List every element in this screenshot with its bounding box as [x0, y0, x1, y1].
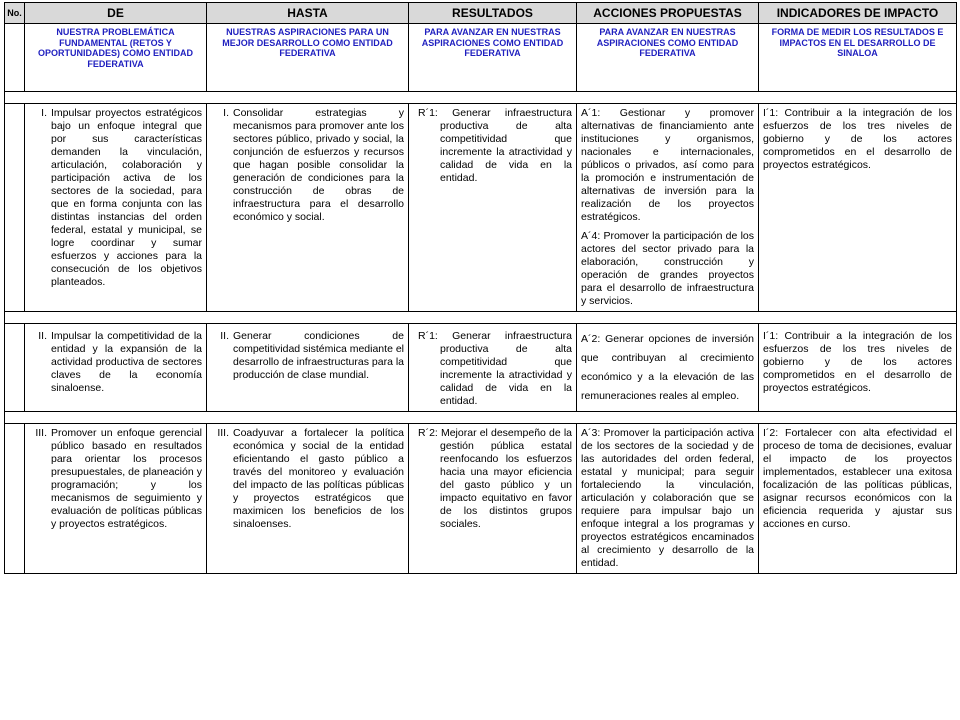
header-row — [5, 3, 957, 24]
header-acciones: ACCIONES PROPUESTAS — [577, 3, 759, 24]
hasta-cell — [207, 104, 409, 312]
hasta-number: II. — [220, 330, 229, 342]
resultado-text: R´1: Generar infraestructura productiva de alta competitividad que incremente la atractividad y calidad de vida en la entidad. — [418, 107, 572, 184]
de-number: II. — [38, 330, 47, 342]
indicador-text: I´1: Contribuir a la integración de los esfuerzos de los tres niveles de gobierno y de los actores comprometidos en el desarrollo de proyectos estratégicos. — [763, 330, 952, 394]
table-row — [5, 324, 957, 412]
de-cell — [25, 324, 207, 412]
resultado-text: R´1: Generar infraestructura productiva de alta competitividad que incremente la atractividad y calidad de vida en la entidad. — [418, 330, 572, 407]
resultado-cell — [409, 324, 577, 412]
hasta-text: Generar condiciones de competitividad sistémica mediante el desarrollo de infraestructuras para la producción de clase mundial. — [233, 330, 405, 381]
subheader-resultados: PARA AVANZAR EN NUESTRAS ASPIRACIONES COMO ENTIDAD FEDERATIVA — [409, 24, 577, 92]
header-no: No. — [5, 3, 25, 24]
row-number-cell — [5, 424, 25, 574]
subheader-de: NUESTRA PROBLEMÁTICA FUNDAMENTAL (RETOS Y OPORTUNIDADES) COMO ENTIDAD FEDERATIVA — [25, 24, 207, 92]
resultado-cell — [409, 424, 577, 574]
spacer-row — [5, 92, 957, 104]
resultado-cell — [409, 104, 577, 312]
table-row — [5, 424, 957, 574]
header-resultados: RESULTADOS — [409, 3, 577, 24]
planning-matrix-table — [4, 2, 957, 574]
indicador-cell — [759, 324, 957, 412]
accion-text: A´1: Gestionar y promover alternativas de financiamiento ante instituciones y organismos, nacionales e internacionales, públicos o privados, así como para la promoción e instrumentación de alternativas de inversión para la realización de los proyectos estratégicos. — [581, 107, 754, 223]
accion-cell — [577, 104, 759, 312]
subheader-indicadores: FORMA DE MEDIR LOS RESULTADOS E IMPACTOS EN EL DESARROLLO DE SINALOA — [759, 24, 957, 92]
spacer-row — [5, 412, 957, 424]
accion-cell — [577, 324, 759, 412]
subheader-hasta: NUESTRAS ASPIRACIONES PARA UN MEJOR DESARROLLO COMO ENTIDAD FEDERATIVA — [207, 24, 409, 92]
de-cell — [25, 424, 207, 574]
row-number-cell — [5, 104, 25, 312]
subheader-no — [5, 24, 25, 92]
de-number: III. — [35, 427, 47, 439]
subheader-row — [5, 24, 957, 92]
row-number-cell — [5, 324, 25, 412]
spacer-cell — [5, 312, 957, 324]
spacer-cell — [5, 92, 957, 104]
accion-text: A´4: Promover la participación de los actores del sector privado para la elaboración, construcción y operación de grandes proyectos para el desarrollo de infraestructura y servicios. — [581, 230, 754, 307]
spacer-cell — [5, 412, 957, 424]
hasta-number: I. — [223, 107, 229, 119]
hasta-number: III. — [217, 427, 229, 439]
indicador-cell — [759, 424, 957, 574]
de-number: I. — [41, 107, 47, 119]
spacer-row — [5, 312, 957, 324]
table-row — [5, 104, 957, 312]
header-de: DE — [25, 3, 207, 24]
header-hasta: HASTA — [207, 3, 409, 24]
de-text: Impulsar proyectos estratégicos bajo un enfoque integral que por sus características demanden la vinculación, articulación, colaboración y participación activa de los sectores de la sociedad, para que en forma conjunta con las distintas instancias del orden federal, estatal y municipal, se logre coordinar y sumar esfuerzos y acciones para la consecución de los objetivos planteados. — [51, 107, 202, 288]
de-cell — [25, 104, 207, 312]
hasta-cell — [207, 424, 409, 574]
accion-text: A´2: Generar opciones de inversión que contribuyan al crecimiento económico y a la elevación de las remuneraciones reales al empleo. — [581, 333, 754, 402]
de-text: Impulsar la competitividad de la entidad y la expansión de la actividad productiva de sectores claves de la economía sinaloense. — [51, 330, 202, 394]
accion-text: A´3: Promover la participación activa de los sectores de la sociedad y de las autoridades del orden federal, estatal y municipal; para seguir fortaleciendo la vinculación, articulación y colaboración que se requiere para impulsar bajo un enfoque integral a los programas y proyectos estratégicos encaminados al crecimiento y desarrollo de la entidad. — [581, 427, 754, 569]
hasta-text: Consolidar estrategias y mecanismos para promover ante los sectores público, privado y social, la conjunción de esfuerzos y recursos que hagan posible consolidar la generación de condiciones para la construcción de obras de infraestructura para el desarrollo económico y social. — [233, 107, 404, 223]
subheader-acciones: PARA AVANZAR EN NUESTRAS ASPIRACIONES COMO ENTIDAD FEDERATIVA — [577, 24, 759, 92]
accion-cell — [577, 424, 759, 574]
header-indicadores: INDICADORES DE IMPACTO — [759, 3, 957, 24]
indicador-cell — [759, 104, 957, 312]
resultado-text: R´2: Mejorar el desempeño de la gestión pública estatal reenfocando los esfuerzos hacia una mayor eficiencia del gasto público y un impacto equitativo en favor de los distintos grupos sociales. — [418, 427, 572, 530]
indicador-text: I´2: Fortalecer con alta efectividad el proceso de toma de decisiones, evaluar el impacto de los proyectos implementados, establecer una exitosa focalización de las políticas públicas, asignar recursos económicos con la eficiencia requerida y ajustar sus acciones en curso. — [763, 427, 952, 530]
indicador-text: I´1: Contribuir a la integración de los esfuerzos de los tres niveles de gobierno y de los actores comprometidos en el desarrollo de proyectos estratégicos. — [763, 107, 952, 171]
hasta-text: Coadyuvar a fortalecer la política económica y social de la entidad eficientando el gasto público a través del monitoreo y evaluación del impacto de las políticas públicas y proyectos estratégicos que maximicen los beneficios de los sinaloenses. — [233, 427, 404, 530]
de-text: Promover un enfoque gerencial público basado en resultados para orientar los procesos presupuestales, de planeación y programación; y los mecanismos de seguimiento y evaluación de políticas públicas y proyectos estratégicos. — [51, 427, 202, 530]
hasta-cell — [207, 324, 409, 412]
